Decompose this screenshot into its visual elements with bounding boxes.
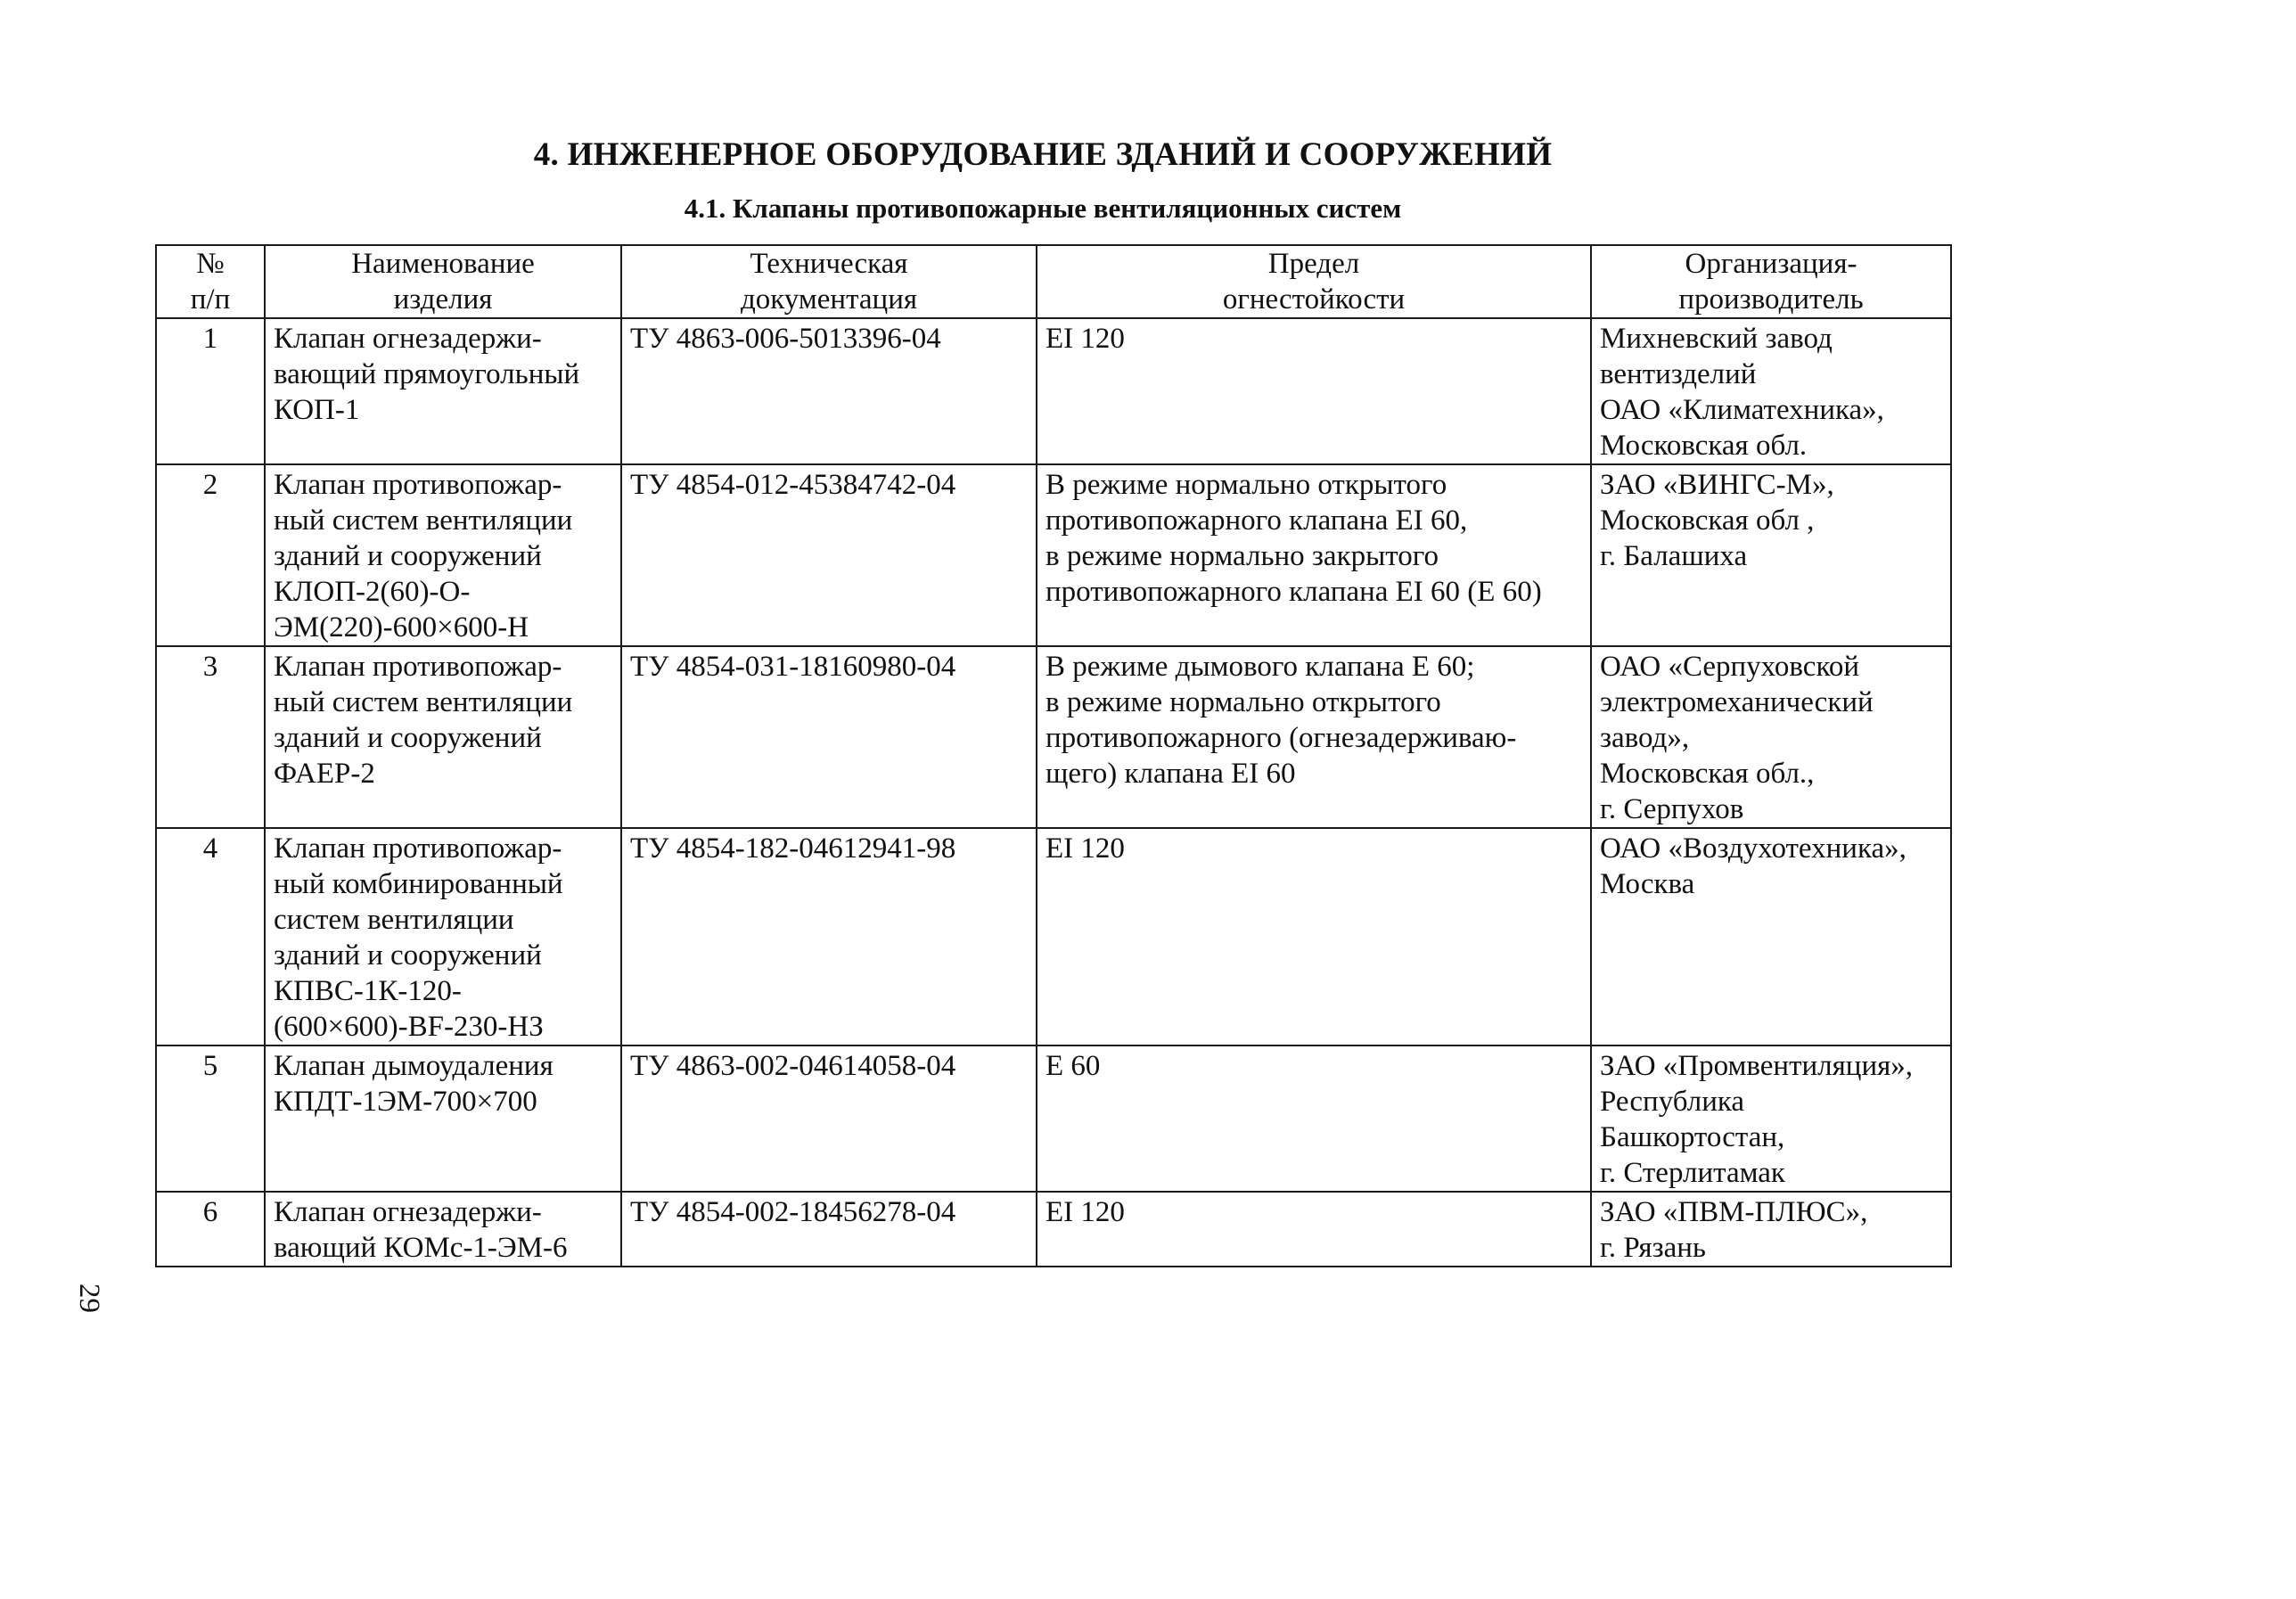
technical-documentation: ТУ 4854-182-04612941-98 — [621, 828, 1037, 1046]
table-row — [156, 318, 1951, 464]
manufacturer: ЗАО «Промвентиляция», Республика Башкортостан, г. Стерлитамак — [1591, 1046, 1951, 1192]
product-name: Клапан огнезадержи- вающий прямоугольный КОП-1 — [265, 318, 621, 464]
row-number: 1 — [156, 318, 265, 464]
table-row — [156, 1046, 1951, 1192]
technical-documentation: ТУ 4854-031-18160980-04 — [621, 646, 1037, 828]
table-row — [156, 464, 1951, 646]
fire-resistance-limit: В режиме дымового клапана Е 60; в режиме нормально открытого противопожарного (огнезадерживаю- щего) клапана EI 60 — [1037, 646, 1591, 828]
product-name: Клапан огнезадержи- вающий КОМс-1-ЭМ-6 — [265, 1192, 621, 1267]
section-subtitle: 4.1. Клапаны противопожарные вентиляционных систем — [684, 193, 1402, 224]
fire-resistance-limit: EI 120 — [1037, 318, 1591, 464]
product-name: Клапан противопожар- ный комбинированный систем вентиляции зданий и сооружений КПВС-1К-120- (600×600)-BF-230-НЗ — [265, 828, 621, 1046]
technical-documentation: ТУ 4863-002-04614058-04 — [621, 1046, 1037, 1192]
header-manufacturer: Организация- производитель — [1591, 245, 1951, 318]
manufacturer: ОАО «Воздухотехника», Москва — [1591, 828, 1951, 1046]
header-fire-resistance-limit: Предел огнестойкости — [1037, 245, 1591, 318]
document-title: 4. ИНЖЕНЕРНОЕ ОБОРУДОВАНИЕ ЗДАНИЙ И СООРУЖЕНИЙ — [533, 136, 1553, 173]
row-number: 3 — [156, 646, 265, 828]
row-number: 4 — [156, 828, 265, 1046]
table-row — [156, 646, 1951, 828]
fire-resistance-limit: Е 60 — [1037, 1046, 1591, 1192]
technical-documentation: ТУ 4863-006-5013396-04 — [621, 318, 1037, 464]
fire-valves-table — [155, 244, 1952, 1267]
row-number: 2 — [156, 464, 265, 646]
header-product-name: Наименование изделия — [265, 245, 621, 318]
header-number: № п/п — [156, 245, 265, 318]
manufacturer: ЗАО «ВИНГС-М», Московская обл , г. Балашиха — [1591, 464, 1951, 646]
row-number: 6 — [156, 1192, 265, 1267]
fire-resistance-limit: EI 120 — [1037, 828, 1591, 1046]
table-row — [156, 1192, 1951, 1267]
technical-documentation: ТУ 4854-012-45384742-04 — [621, 464, 1037, 646]
product-name: Клапан противопожар- ный систем вентиляции зданий и сооружений КЛОП-2(60)-О- ЭМ(220)-600×600-Н — [265, 464, 621, 646]
manufacturer: ОАО «Серпуховской электромеханический завод», Московская обл., г. Серпухов — [1591, 646, 1951, 828]
product-name: Клапан противопожар- ный систем вентиляции зданий и сооружений ФАЕР-2 — [265, 646, 621, 828]
manufacturer: ЗАО «ПВМ-ПЛЮС», г. Рязань — [1591, 1192, 1951, 1267]
fire-resistance-limit: EI 120 — [1037, 1192, 1591, 1267]
header-technical-documentation: Техническая документация — [621, 245, 1037, 318]
manufacturer: Михневский завод вентизделий ОАО «Климатехника», Московская обл. — [1591, 318, 1951, 464]
product-name: Клапан дымоудаления КПДТ-1ЭМ-700×700 — [265, 1046, 621, 1192]
fire-resistance-limit: В режиме нормально открытого противопожарного клапана EI 60, в режиме нормально закрытого противопожарного клапана EI 60 (Е 60) — [1037, 464, 1591, 646]
row-number: 5 — [156, 1046, 265, 1192]
table-row — [156, 828, 1951, 1046]
table-header-row — [156, 245, 1951, 318]
page-number: 29 — [73, 1283, 105, 1313]
technical-documentation: ТУ 4854-002-18456278-04 — [621, 1192, 1037, 1267]
